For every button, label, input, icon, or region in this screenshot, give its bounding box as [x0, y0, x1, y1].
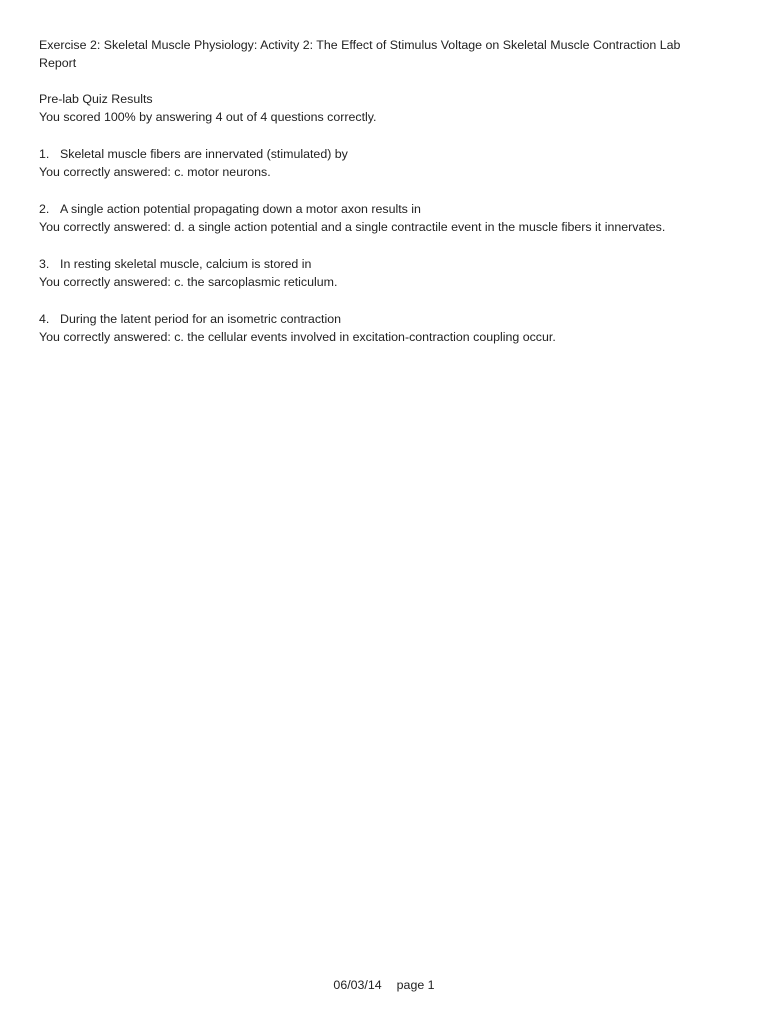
- prelab-heading: Pre-lab Quiz Results: [39, 92, 153, 106]
- document-title: Exercise 2: Skeletal Muscle Physiology: Activity 2: The Effect of Stimulus Voltage on Skeletal Muscle Contraction Lab Report: [39, 38, 681, 70]
- question-number: 1.: [39, 147, 50, 161]
- question-prompt-line: [39, 145, 719, 163]
- prelab-section: [39, 90, 719, 126]
- question-item: [39, 200, 719, 236]
- question-prompt-line: [39, 255, 719, 273]
- footer-page-number: page 1: [396, 978, 435, 992]
- question-prompt: A single action potential propagating down a motor axon results in: [60, 202, 421, 216]
- question-answer: You correctly answered: c. motor neurons.: [39, 165, 271, 179]
- page-footer: [0, 976, 768, 994]
- question-number: 2.: [39, 202, 50, 216]
- question-answer: You correctly answered: c. the cellular events involved in excitation-contraction coupling occur.: [39, 330, 556, 344]
- footer-date: 06/03/14: [333, 978, 382, 992]
- question-prompt: In resting skeletal muscle, calcium is stored in: [60, 257, 312, 271]
- question-prompt: Skeletal muscle fibers are innervated (stimulated) by: [60, 147, 348, 161]
- question-number: 3.: [39, 257, 50, 271]
- question-item: [39, 145, 719, 181]
- question-item: [39, 255, 719, 291]
- question-prompt-line: [39, 200, 719, 218]
- question-answer: You correctly answered: d. a single action potential and a single contractile event in the muscle fibers it innervates.: [39, 220, 666, 234]
- prelab-score-text: You scored 100% by answering 4 out of 4 questions correctly.: [39, 110, 377, 124]
- question-answer: You correctly answered: c. the sarcoplasmic reticulum.: [39, 275, 338, 289]
- question-prompt: During the latent period for an isometric contraction: [60, 312, 341, 326]
- question-prompt-line: [39, 310, 719, 328]
- question-item: [39, 310, 719, 346]
- document-content: [39, 36, 719, 346]
- question-number: 4.: [39, 312, 50, 326]
